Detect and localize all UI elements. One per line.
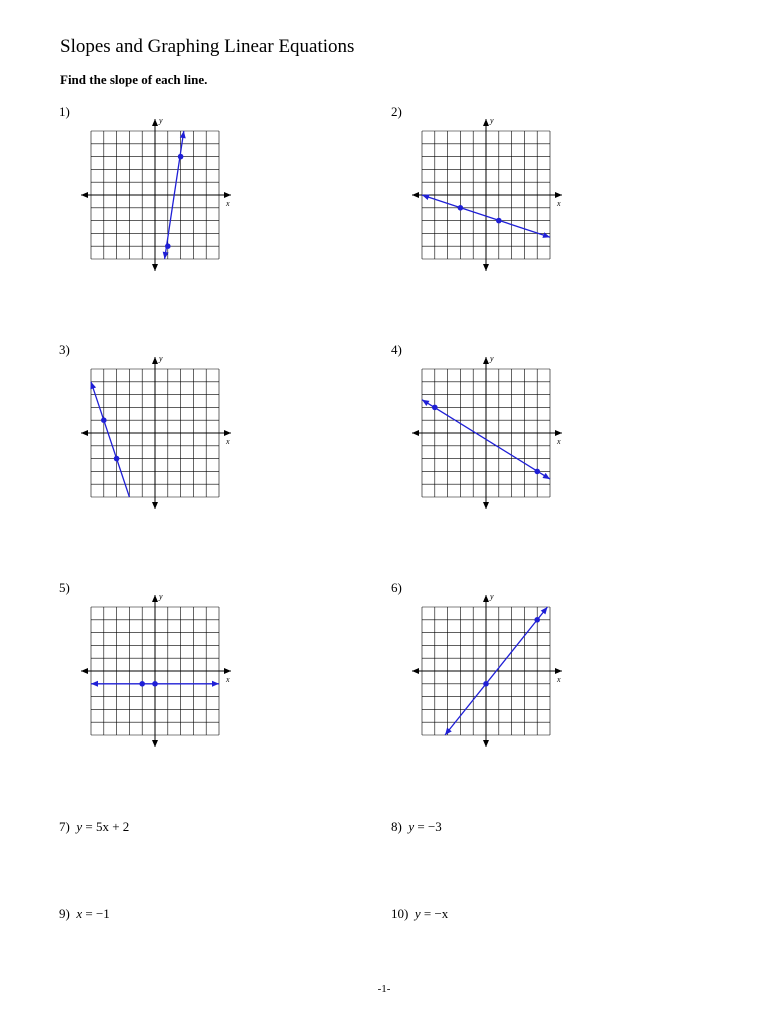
graph-5-x-label: x (226, 675, 230, 684)
equation-7 (59, 819, 129, 835)
graph-1-line-arrow-start (180, 131, 186, 138)
graph-4-x-label: x (557, 437, 561, 446)
graph-4-x-arrow-left (412, 430, 419, 436)
problem-1-label: 1) (59, 104, 70, 119)
graph-5-y-label: y (159, 592, 163, 601)
equation-9-lhs: x (76, 906, 83, 921)
equation-10 (391, 906, 448, 922)
graph-4-point-1 (432, 405, 438, 411)
equation-9 (59, 906, 110, 922)
graph-2-x-arrow-left (412, 192, 419, 198)
graph-1-y-label: y (159, 116, 163, 125)
graph-3-point-1 (101, 417, 107, 423)
graph-5-y-arrow-up (152, 595, 158, 602)
graph-3-x-arrow-right (224, 430, 231, 436)
graph-2-y-arrow-up (483, 119, 489, 126)
graph-3-line-arrow-start (90, 382, 96, 390)
graph-1-x-label: x (226, 199, 230, 208)
equation-8-rhs: = −3 (417, 819, 442, 834)
graph-4-y-arrow-down (483, 502, 489, 509)
equation-8-lhs: y (408, 819, 415, 834)
equation-10-label: 10) (391, 906, 409, 921)
graph-4-line-arrow-end (542, 473, 550, 479)
problem-6-label: 6) (391, 580, 402, 595)
graph-5-x-arrow-right (224, 668, 231, 674)
graph-3-point-2 (114, 456, 120, 462)
graph-3-x-arrow-left (81, 430, 88, 436)
problem-5-label: 5) (59, 580, 70, 595)
graph-5-y-arrow-down (152, 740, 158, 747)
graph-5-point-2 (152, 681, 158, 687)
equation-10-lhs: y (414, 906, 421, 921)
instructions: Find the slope of each line. (60, 72, 208, 87)
graph-1-y-arrow-up (152, 119, 158, 126)
graph-4-line-arrow-start (422, 400, 430, 406)
graph-6-line (445, 607, 547, 735)
page-number: -1- (377, 983, 391, 995)
graph-4-line (422, 400, 550, 479)
equation-9-rhs: = −1 (85, 906, 110, 921)
graph-6-y-arrow-down (483, 740, 489, 747)
graph-5-point-1 (139, 681, 145, 687)
graph-2-line-arrow-end (542, 232, 550, 238)
graph-6-x-arrow-right (555, 668, 562, 674)
graph-6-line-arrow-start (445, 728, 452, 735)
graph-6-point-1 (483, 681, 489, 687)
graph-2-point-1 (458, 205, 464, 211)
problem-2-label: 2) (391, 104, 402, 119)
equation-10-rhs: = −x (423, 906, 449, 921)
graph-3-y-label: y (159, 354, 163, 363)
graph-3-x-label: x (226, 437, 230, 446)
graph-2-x-arrow-right (555, 192, 562, 198)
graph-3-y-arrow-up (152, 357, 158, 364)
graph-4-x-arrow-right (555, 430, 562, 436)
graph-1-x-arrow-right (224, 192, 231, 198)
equation-7-lhs: y (76, 819, 83, 834)
graph-2-point-2 (496, 218, 502, 224)
problem-4-label: 4) (391, 342, 402, 357)
problem-3-label: 3) (59, 342, 70, 357)
graph-6-y-arrow-up (483, 595, 489, 602)
graph-6-point-2 (534, 617, 540, 623)
graph-2-line-arrow-start (422, 194, 430, 200)
graph-1-x-arrow-left (81, 192, 88, 198)
graph-2-x-label: x (557, 199, 561, 208)
graph-4-y-arrow-up (483, 357, 489, 364)
graph-2-y-label: y (490, 116, 494, 125)
graph-5-line-arrow-start (91, 681, 98, 687)
graph-2-line (422, 195, 550, 237)
graph-1-y-arrow-down (152, 264, 158, 271)
graph-6-x-arrow-left (412, 668, 419, 674)
graph-6-x-label: x (557, 675, 561, 684)
equation-8 (391, 819, 442, 835)
graph-5-x-arrow-left (81, 668, 88, 674)
graph-6-y-label: y (490, 592, 494, 601)
graph-1-line-arrow-end (163, 252, 169, 259)
graph-1-line (165, 131, 184, 259)
equation-7-rhs: = 5x + 2 (85, 819, 130, 834)
equation-7-label: 7) (59, 819, 70, 834)
equation-9-label: 9) (59, 906, 70, 921)
graph-3-y-arrow-down (152, 502, 158, 509)
graph-6-line-arrow-end (541, 607, 548, 614)
worksheet-title: Slopes and Graphing Linear Equations (60, 36, 355, 57)
graph-3-line (91, 382, 129, 497)
equation-8-label: 8) (391, 819, 402, 834)
graph-2-y-arrow-down (483, 264, 489, 271)
graph-4-y-label: y (490, 354, 494, 363)
graph-4-point-2 (534, 469, 540, 475)
graph-1-point-1 (178, 154, 184, 160)
graph-1-point-2 (165, 243, 171, 249)
graph-5-line-arrow-end (212, 681, 219, 687)
